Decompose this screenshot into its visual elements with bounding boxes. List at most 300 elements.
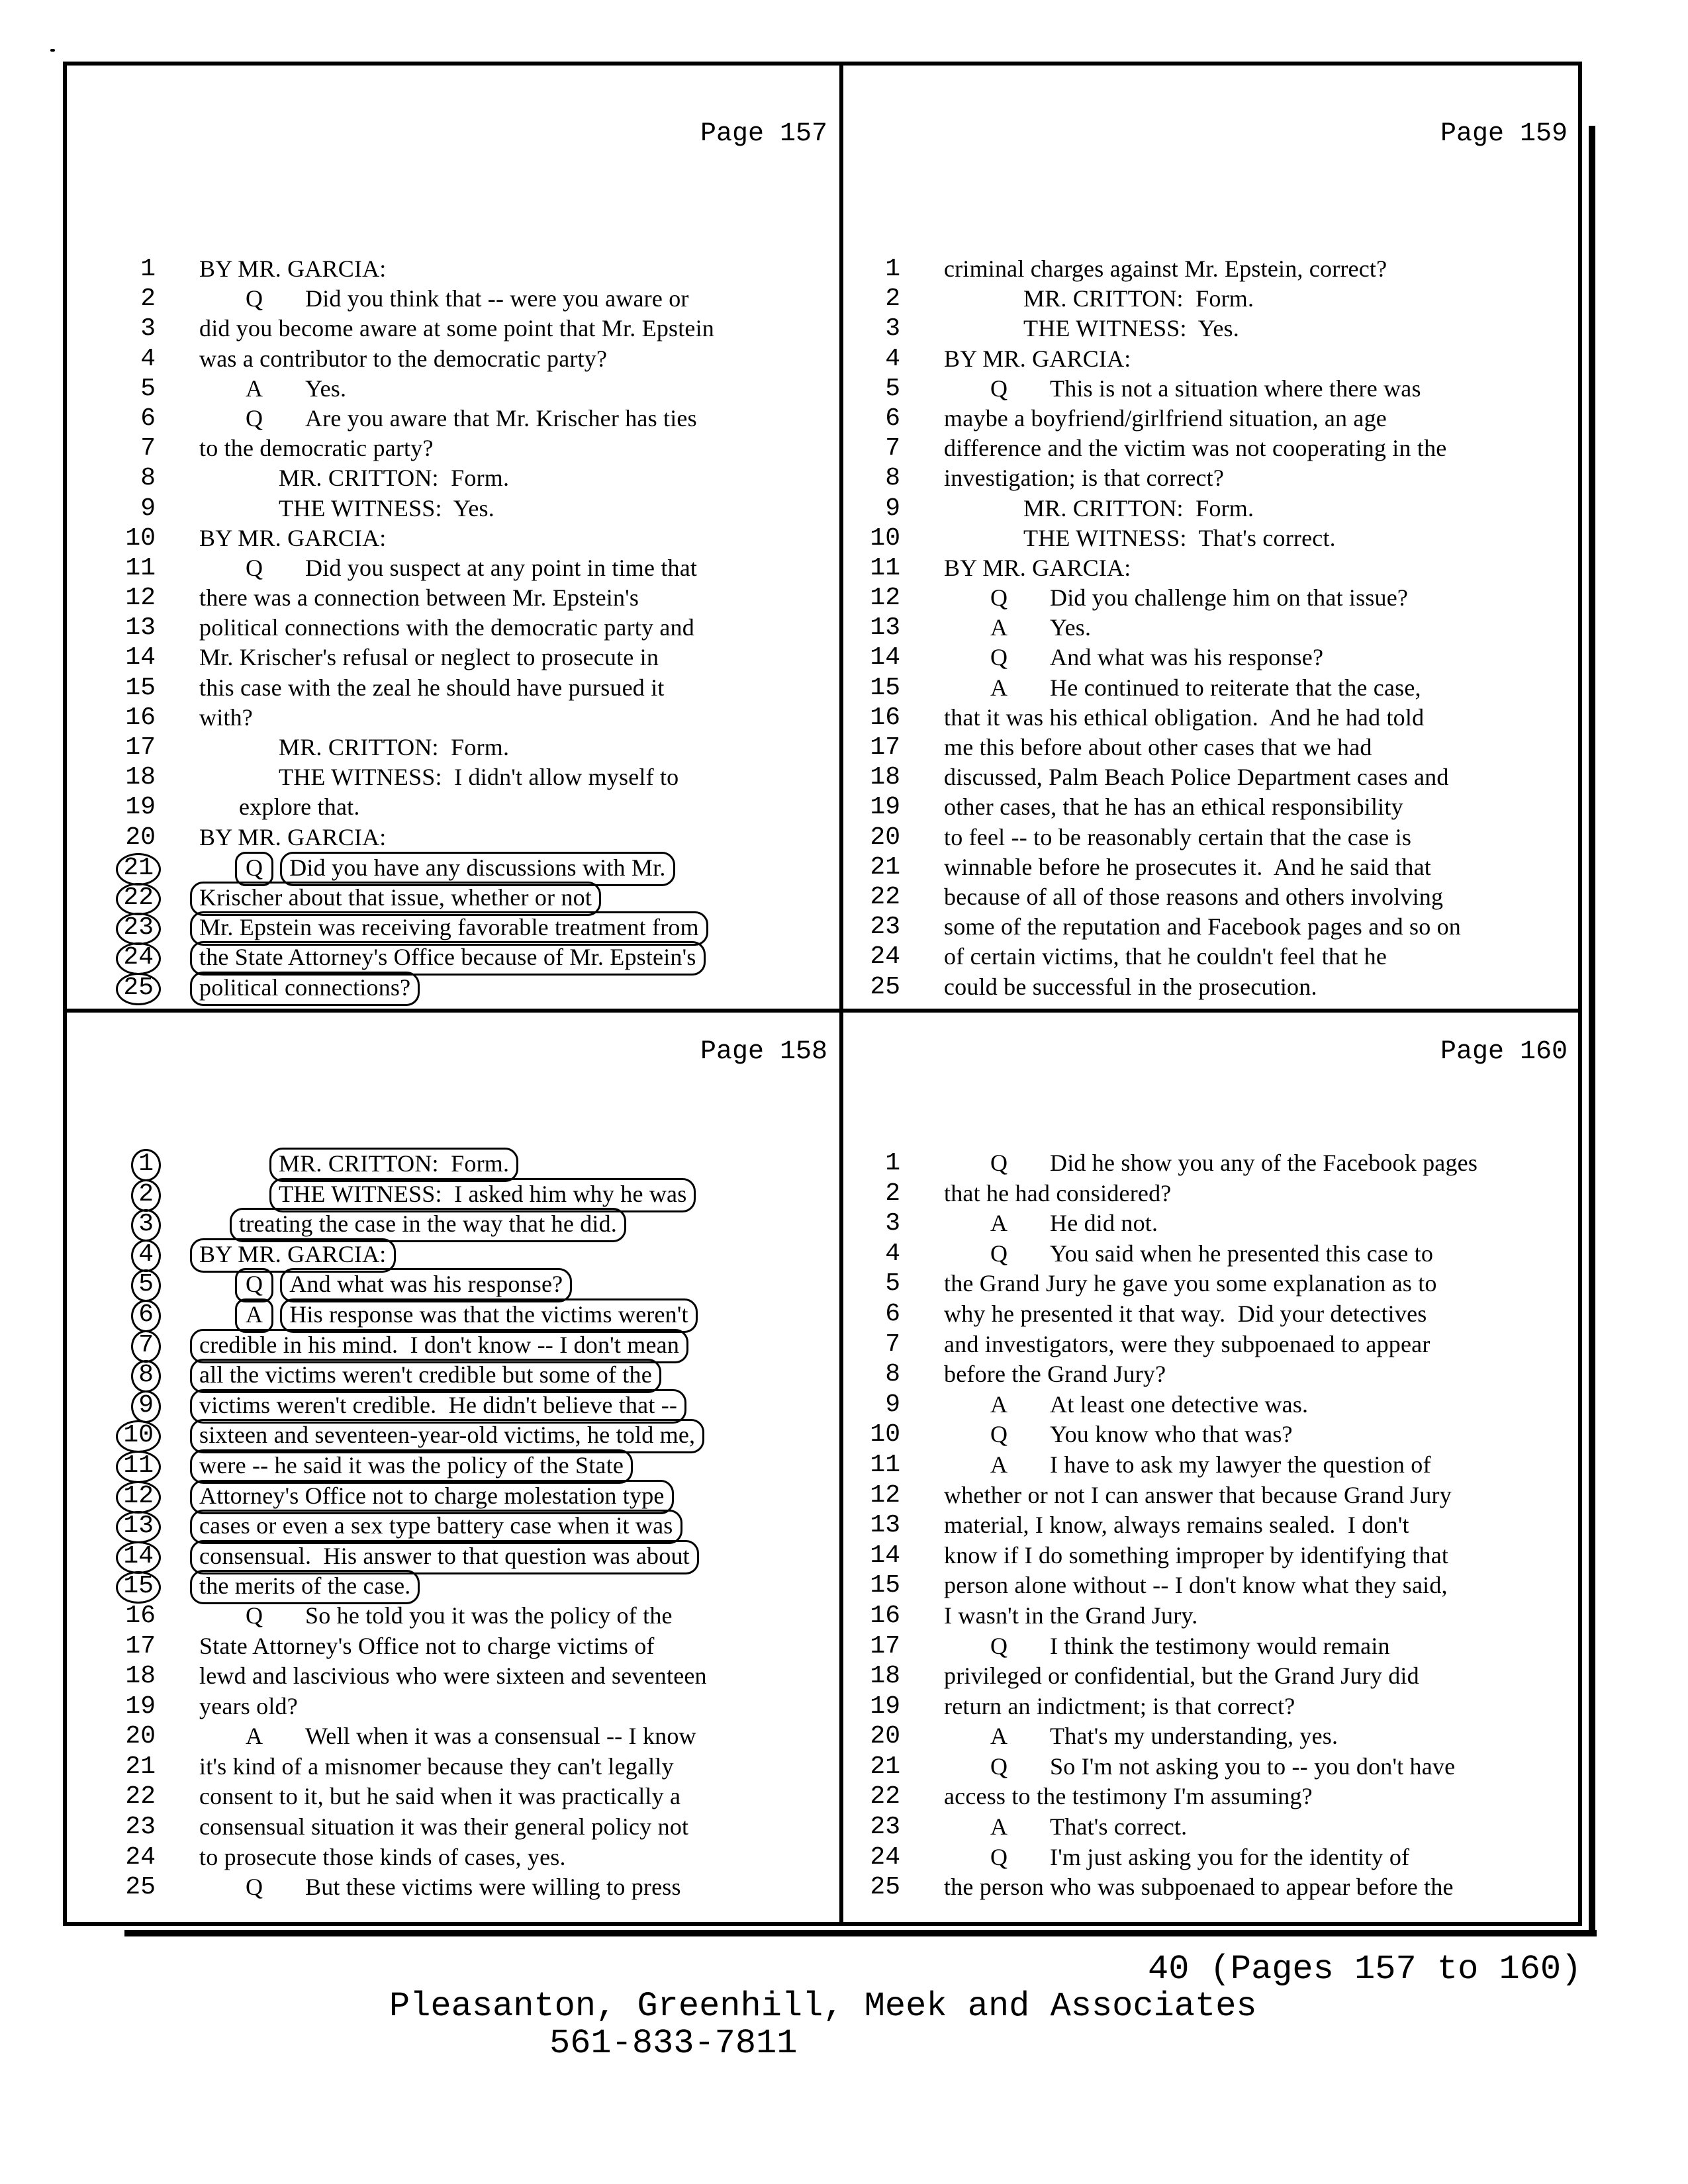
- line-text-content: this case with the zeal he should have pursued it: [199, 674, 665, 701]
- line-text: [199, 763, 679, 792]
- line-number: 21: [870, 852, 900, 882]
- line-text: [199, 464, 509, 492]
- line-text-content: MR. CRITTON: Form.: [279, 734, 510, 760]
- transcript-line: [67, 314, 838, 344]
- line-text-content: You said when he presented this case to: [1050, 1240, 1434, 1267]
- line-number: [67, 1390, 156, 1423]
- line-text-content: This is not a situation where there was: [1050, 375, 1421, 402]
- line-text: [944, 1269, 1437, 1298]
- transcript-line: [67, 1541, 838, 1572]
- line-text: [944, 1541, 1448, 1570]
- transcript-line: [845, 1330, 1578, 1361]
- question-label: Q: [990, 1150, 1008, 1176]
- line-text: [944, 434, 1446, 463]
- line-list: [845, 1149, 1578, 1903]
- line-text-content: MR. CRITTON: Form.: [269, 1148, 518, 1182]
- line-number: 8: [885, 1360, 900, 1389]
- line-text-content: I wasn't in the Grand Jury.: [944, 1602, 1198, 1629]
- line-text-content: BY MR. GARCIA:: [944, 345, 1131, 372]
- line-text: [199, 314, 714, 343]
- line-text-content: THE WITNESS: Yes.: [279, 494, 494, 522]
- line-number: [67, 1451, 156, 1483]
- transcript-line: [67, 614, 838, 643]
- line-text-content: why he presented it that way. Did your detectives: [944, 1300, 1427, 1327]
- transcript-line: [67, 1330, 838, 1361]
- line-text: [944, 255, 1387, 283]
- line-text-content: Yes.: [305, 375, 347, 402]
- line-number: 15: [870, 1571, 900, 1600]
- line-text: [199, 404, 697, 433]
- line-text: [944, 1360, 1166, 1388]
- line-text-content: there was a connection between Mr. Epstein's: [199, 584, 639, 612]
- line-text: [199, 942, 706, 976]
- line-text: [944, 1149, 1477, 1177]
- line-text-content: know if I do something improper by identifying that: [944, 1541, 1449, 1569]
- line-text-content: explore that.: [239, 794, 360, 821]
- transcript-line: [845, 375, 1578, 404]
- line-text-content: Are you aware that Mr. Krischer has ties: [305, 404, 697, 432]
- line-text: [199, 255, 387, 283]
- annotation-circle: 6: [131, 1300, 161, 1332]
- line-text: [944, 614, 1091, 642]
- line-text-content: to feel -- to be reasonably certain that the case is: [944, 823, 1412, 850]
- transcript-line: [845, 733, 1578, 763]
- line-text-content: was a contributor to the democratic party?: [199, 345, 608, 372]
- row-divider: [67, 1009, 1578, 1013]
- transcript-line: [845, 1390, 1578, 1421]
- transcript-line: [67, 404, 838, 434]
- transcript-line: [845, 524, 1578, 554]
- transcript-line: [67, 1722, 838, 1752]
- line-number: 21: [125, 1752, 156, 1781]
- line-number: 5: [140, 374, 156, 403]
- line-text-content: some of the reputation and Facebook pages and so on: [944, 913, 1462, 940]
- transcript-line: [67, 823, 838, 853]
- line-number: 10: [870, 523, 900, 553]
- line-list: [67, 255, 838, 1003]
- line-text: [199, 973, 420, 1006]
- transcript-line: [845, 554, 1578, 584]
- line-number: 9: [885, 494, 900, 523]
- line-number: 15: [125, 673, 156, 702]
- line-text: [199, 1602, 673, 1630]
- line-number: [67, 1481, 156, 1514]
- line-number: 13: [125, 614, 156, 643]
- transcript-line: [845, 255, 1578, 285]
- transcript-line: [845, 1722, 1578, 1752]
- annotation-circle: 5: [131, 1269, 161, 1302]
- line-text-content: the State Attorney's Office because of Mr. Epstein's: [190, 941, 706, 976]
- transcript-line: [67, 733, 838, 763]
- transcript-line: [67, 853, 838, 883]
- line-text: [199, 643, 659, 672]
- line-text-content: to prosecute those kinds of cases, yes.: [199, 1843, 566, 1870]
- line-text: [199, 1420, 704, 1453]
- annotation-circle: 25: [116, 973, 161, 1005]
- transcript-line: [845, 674, 1578, 704]
- line-number: 19: [870, 793, 900, 822]
- line-text-content: because of all of those reasons and others involving: [944, 883, 1444, 910]
- transcript-line: [67, 584, 838, 614]
- transcript-line: [845, 942, 1578, 972]
- line-text: [944, 793, 1403, 821]
- line-text: [199, 1149, 518, 1182]
- annotation-circle: 1: [131, 1149, 161, 1181]
- transcript-line: [845, 1481, 1578, 1512]
- line-text: [199, 1873, 681, 1901]
- answer-label: A: [235, 1298, 273, 1333]
- answer-label: A: [990, 1390, 1008, 1418]
- transcript-line: [845, 1240, 1578, 1270]
- line-number: 5: [885, 374, 900, 403]
- line-number: 25: [870, 972, 900, 1001]
- page-header: Page 160: [1440, 1037, 1568, 1067]
- transcript-line: [845, 913, 1578, 942]
- line-text-content: me this before about other cases that we had: [944, 734, 1372, 760]
- transcript-line: [67, 763, 838, 793]
- line-text-content: of certain victims, that he couldn't feel that he: [944, 943, 1387, 970]
- line-text: [944, 1511, 1409, 1539]
- line-text-content: discussed, Palm Beach Police Department cases and: [944, 764, 1449, 791]
- line-number: 25: [125, 1873, 156, 1902]
- line-number: 16: [870, 1601, 900, 1630]
- line-number: [67, 1420, 156, 1453]
- line-text-content: Did you suspect at any point in time that: [305, 554, 698, 581]
- line-number: [67, 1330, 156, 1363]
- line-text-content: And what was his response?: [1050, 644, 1324, 671]
- line-number: 24: [870, 942, 900, 972]
- line-text: [944, 1390, 1308, 1419]
- line-text: [944, 1451, 1431, 1479]
- line-text: [199, 1300, 698, 1333]
- transcript-line: [845, 1451, 1578, 1481]
- line-text-content: did you become aware at some point that Mr. Epstein: [199, 315, 715, 342]
- line-text-content: return an indictment; is that correct?: [944, 1692, 1295, 1719]
- quadrant-q159: [845, 66, 1578, 1007]
- line-text: [199, 1511, 682, 1544]
- line-number: 4: [885, 344, 900, 373]
- line-text: [199, 1843, 566, 1872]
- annotation-circle: 2: [131, 1179, 161, 1212]
- line-number: [67, 1300, 156, 1332]
- line-text: [199, 1662, 707, 1690]
- column-divider: [839, 66, 843, 1922]
- line-text: [199, 494, 494, 523]
- line-number: 3: [140, 314, 156, 343]
- line-text-content: whether or not I can answer that because Grand Jury: [944, 1481, 1452, 1508]
- line-number: 1: [885, 255, 900, 283]
- line-text: [199, 823, 387, 852]
- line-text: [944, 404, 1387, 433]
- transcript-line: [845, 1360, 1578, 1390]
- answer-label: A: [990, 1451, 1008, 1478]
- annotation-circle: 9: [131, 1390, 161, 1423]
- line-number: 12: [125, 584, 156, 613]
- line-text-content: maybe a boyfriend/girlfriend situation, an age: [944, 404, 1387, 432]
- line-text-content: Did you think that -- were you aware or: [305, 285, 689, 312]
- line-text-content: Did he show you any of the Facebook pages: [1050, 1150, 1478, 1176]
- transcript-line: [845, 883, 1578, 913]
- line-text: [199, 1571, 420, 1604]
- line-text: [944, 763, 1449, 792]
- line-number: 23: [125, 1813, 156, 1842]
- line-text: [944, 584, 1408, 612]
- transcript-line: [67, 524, 838, 554]
- transcript-line: [67, 973, 838, 1003]
- line-number: [67, 1541, 156, 1574]
- line-number: 7: [885, 434, 900, 463]
- line-text-content: Mr. Krischer's refusal or neglect to prosecute in: [199, 644, 659, 671]
- line-text: [199, 1782, 680, 1811]
- annotation-circle: 15: [116, 1571, 161, 1604]
- quadrant-q160: [845, 1014, 1578, 1921]
- page-header: Page 158: [700, 1037, 827, 1067]
- line-number: [67, 1149, 156, 1181]
- line-number: 4: [140, 344, 156, 373]
- transcript-line: [67, 1813, 838, 1843]
- line-text-content: privileged or confidential, but the Grand Jury did: [944, 1662, 1419, 1690]
- line-number: 5: [885, 1269, 900, 1298]
- line-text: [199, 375, 346, 403]
- transcript-line: [67, 913, 838, 942]
- line-text: [199, 1752, 674, 1781]
- line-text-content: That's correct.: [1050, 1813, 1188, 1841]
- line-text-content: State Attorney's Office not to charge victims of: [199, 1632, 655, 1659]
- transcript-line: [845, 1843, 1578, 1874]
- line-text: [944, 913, 1461, 941]
- line-text: [944, 853, 1431, 882]
- line-text: [944, 643, 1323, 672]
- line-number: 2: [885, 285, 900, 314]
- transcript-line: [845, 1873, 1578, 1903]
- line-text-content: credible in his mind. I don't know -- I don't mean: [190, 1329, 688, 1363]
- transcript-line: [67, 793, 838, 823]
- line-text-content: THE WITNESS: I didn't allow myself to: [279, 764, 679, 791]
- line-text-content: His response was that the victims weren't: [280, 1298, 698, 1333]
- annotation-circle: 14: [116, 1541, 161, 1574]
- scan-speck: [50, 49, 55, 52]
- line-number: 17: [870, 733, 900, 762]
- line-text: [199, 733, 509, 762]
- question-label: Q: [990, 584, 1008, 612]
- line-text: [944, 1843, 1409, 1872]
- transcript-line: [67, 674, 838, 704]
- quadrant-q158: [67, 1014, 838, 1921]
- question-label: Q: [235, 852, 273, 886]
- line-number: 21: [870, 1752, 900, 1781]
- line-text-content: political connections?: [190, 972, 420, 1006]
- line-number: 15: [870, 673, 900, 702]
- line-number: 13: [870, 1511, 900, 1540]
- line-text-content: Well when it was a consensual -- I know: [305, 1723, 696, 1750]
- line-text-content: Attorney's Office not to charge molestation type: [190, 1480, 674, 1514]
- line-text-content: MR. CRITTON: Form.: [1023, 494, 1254, 522]
- question-label: Q: [246, 1874, 263, 1901]
- line-text: [199, 614, 694, 642]
- line-number: 20: [125, 823, 156, 852]
- line-text: [199, 674, 665, 702]
- line-text-content: all the victims weren't credible but some of the: [190, 1359, 661, 1393]
- line-text: [944, 1330, 1430, 1359]
- line-text: [199, 1269, 572, 1302]
- line-text: [944, 1571, 1448, 1600]
- line-text-content: THE WITNESS: That's correct.: [1023, 524, 1336, 551]
- line-text: [944, 1209, 1158, 1238]
- transcript-line: [845, 434, 1578, 464]
- line-text-content: I'm just asking you for the identity of: [1050, 1843, 1410, 1870]
- line-number: 12: [870, 1480, 900, 1510]
- transcript-line: [845, 1813, 1578, 1843]
- answer-label: A: [246, 375, 263, 402]
- transcript-line: [845, 1209, 1578, 1240]
- annotation-circle: 4: [131, 1240, 161, 1272]
- transcript-line: [67, 942, 838, 972]
- annotation-circle: 7: [131, 1330, 161, 1363]
- line-number: 23: [870, 913, 900, 942]
- line-text-content: consensual situation it was their general policy not: [199, 1813, 689, 1841]
- transcript-line: [67, 554, 838, 584]
- footer-phone-number: 561-833-7811: [549, 2024, 798, 2063]
- line-number: 17: [870, 1631, 900, 1661]
- transcript-line: [845, 704, 1578, 733]
- question-label: Q: [990, 1421, 1008, 1448]
- annotation-circle: 8: [131, 1360, 161, 1392]
- transcript-line: [67, 1843, 838, 1874]
- footer-page-range: 40 (Pages 157 to 160): [1148, 1950, 1582, 1989]
- line-text-content: investigation; is that correct?: [944, 465, 1225, 492]
- transcript-line: [845, 494, 1578, 524]
- transcript-line: [845, 584, 1578, 614]
- line-number: 11: [125, 553, 156, 582]
- line-number: 1: [140, 255, 156, 283]
- line-text: [944, 524, 1336, 553]
- question-label: Q: [246, 1602, 263, 1629]
- transcript-line: [845, 1571, 1578, 1602]
- line-text-content: He continued to reiterate that the case,: [1050, 674, 1421, 701]
- transcript-line: [67, 345, 838, 375]
- transcript-line: [67, 1752, 838, 1783]
- transcript-line: [845, 464, 1578, 494]
- line-text-content: victims weren't credible. He didn't believe that --: [190, 1389, 686, 1424]
- line-text-content: before the Grand Jury?: [944, 1361, 1166, 1388]
- transcript-line: [67, 1390, 838, 1421]
- transcript-line: [67, 1451, 838, 1481]
- border-shadow-right: [1589, 126, 1595, 1934]
- line-number: 23: [870, 1813, 900, 1842]
- line-number: 18: [870, 1662, 900, 1691]
- transcript-line: [845, 614, 1578, 643]
- question-label: Q: [246, 404, 263, 432]
- line-number: 7: [885, 1330, 900, 1359]
- transcript-line: [67, 1692, 838, 1723]
- line-text-content: the person who was subpoenaed to appear before the: [944, 1874, 1454, 1901]
- line-text-content: that he had considered?: [944, 1179, 1172, 1206]
- line-text: [944, 1481, 1452, 1510]
- annotation-circle: 24: [116, 942, 161, 975]
- line-text-content: with?: [199, 704, 253, 731]
- line-number: 14: [870, 643, 900, 672]
- transcript-line: [67, 494, 838, 524]
- line-text: [199, 345, 607, 373]
- line-text: [944, 823, 1411, 852]
- line-text-content: So I'm not asking you to -- you don't have: [1050, 1752, 1456, 1780]
- line-number: 4: [885, 1239, 900, 1268]
- line-list: [845, 255, 1578, 1003]
- transcript-line: [845, 1632, 1578, 1662]
- line-number: 18: [125, 1662, 156, 1691]
- transcript-line: [845, 1300, 1578, 1330]
- line-text: [199, 1179, 696, 1212]
- transcript-line: [67, 1300, 838, 1330]
- line-text-content: Did you have any discussions with Mr.: [280, 852, 675, 886]
- line-text-content: were -- he said it was the policy of the State: [190, 1449, 633, 1484]
- line-number: 2: [885, 1179, 900, 1208]
- page-header: Page 157: [700, 119, 827, 149]
- line-number: 18: [125, 763, 156, 792]
- line-text-content: difference and the victim was not cooperating in the: [944, 435, 1447, 462]
- line-text-content: THE WITNESS: Yes.: [1023, 315, 1239, 342]
- line-number: 16: [125, 1601, 156, 1630]
- line-text: [944, 1240, 1433, 1268]
- line-text: [944, 674, 1421, 702]
- line-text: [944, 1722, 1338, 1751]
- transcript-line: [845, 763, 1578, 793]
- question-label: Q: [990, 375, 1008, 402]
- transcript-line: [845, 1602, 1578, 1632]
- transcript-line: [845, 1149, 1578, 1179]
- line-text-content: I think the testimony would remain: [1050, 1632, 1390, 1659]
- line-text: [944, 1692, 1295, 1721]
- line-text: [199, 1240, 396, 1273]
- line-text-content: You know who that was?: [1050, 1421, 1293, 1448]
- annotation-circle: 13: [116, 1511, 161, 1543]
- transcript-line: [845, 973, 1578, 1003]
- line-text-content: it's kind of a misnomer because they can't legally: [199, 1752, 674, 1780]
- line-text-content: THE WITNESS: I asked him why he was: [269, 1178, 696, 1212]
- transcript-line: [845, 1269, 1578, 1300]
- line-text-content: treating the case in the way that he did.: [230, 1208, 626, 1242]
- line-text-content: MR. CRITTON: Form.: [279, 465, 510, 492]
- transcript-line: [845, 823, 1578, 853]
- answer-label: A: [990, 614, 1008, 641]
- transcript-line: [845, 285, 1578, 314]
- transcript-line: [67, 1632, 838, 1662]
- line-text-content: Krischer about that issue, whether or not: [190, 882, 601, 916]
- line-number: 8: [140, 464, 156, 493]
- line-number: 19: [125, 1692, 156, 1721]
- line-text-content: political connections with the democratic party and: [199, 614, 694, 641]
- line-text-content: BY MR. GARCIA:: [944, 554, 1131, 581]
- line-text: [199, 1813, 688, 1841]
- line-text: [199, 1390, 686, 1424]
- transcript-line: [67, 643, 838, 673]
- line-number: 7: [140, 434, 156, 463]
- line-number: [67, 1209, 156, 1242]
- transcript-line: [67, 1602, 838, 1632]
- line-number: 9: [140, 494, 156, 523]
- line-text-content: BY MR. GARCIA:: [199, 823, 387, 850]
- line-number: 10: [125, 523, 156, 553]
- annotation-circle: 22: [116, 883, 161, 915]
- line-number: 25: [870, 1873, 900, 1902]
- line-number: 19: [870, 1692, 900, 1721]
- line-text-content: That's my understanding, yes.: [1050, 1723, 1338, 1750]
- transcript-line: [845, 1692, 1578, 1723]
- line-text: [944, 345, 1131, 373]
- line-text-content: lewd and lascivious who were sixteen and seventeen: [199, 1662, 707, 1690]
- line-text: [944, 1662, 1419, 1690]
- line-text-content: access to the testimony I'm assuming?: [944, 1783, 1313, 1810]
